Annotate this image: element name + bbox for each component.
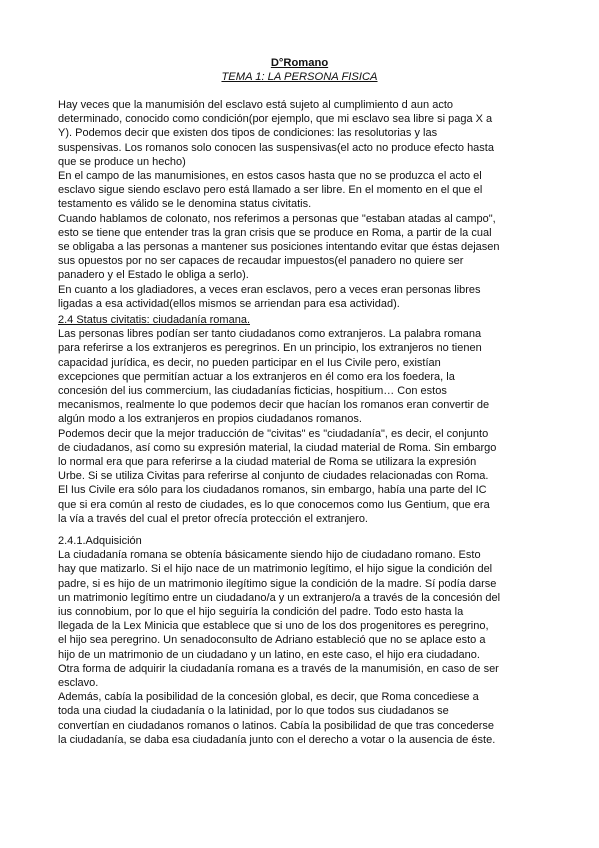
text-line: convertían en ciudadanos romanos o latinos. Cabía la posibilidad de que tras concederse [58, 719, 494, 732]
section-2-4 [58, 313, 548, 526]
text-line: Las personas libres podían ser tanto ciudadanos como extranjeros. La palabra romana [58, 328, 482, 341]
text-line: Otra forma de adquirir la ciudadanía romana es a través de la manumisión, en caso de ser [58, 662, 499, 675]
text-line: mecanismos, realmente lo que podemos decir que hacían los romanos eran convertir de [58, 399, 490, 412]
text-line: la vía a través del cual el pretor ofrecía protección el extranjero. [58, 512, 368, 525]
text-line: el hijo sea peregrino. Un senadoconsulto de Adriano estableció que no se aplace esto a [58, 634, 486, 647]
text-line: lo normal era que para referirse a la ciudad material de Roma se utilizara la expresión [58, 456, 477, 469]
text-line: panadero y el Estado le obliga a serlo). [58, 269, 249, 282]
text-line: esclavo. [58, 677, 99, 690]
text-line: toda una ciudad la ciudadanía o la latinidad, por lo que todos sus ciudadanos se [58, 705, 449, 718]
text-line: Además, cabía la posibilidad de la concesión global, es decir, que Roma concediese a [58, 691, 479, 704]
text-line: Hay veces que la manumisión del esclavo está sujeto al cumplimiento d aun acto [58, 99, 453, 111]
section-heading: 2.4 Status civitatis: ciudadanía romana. [58, 314, 250, 326]
text-line: En cuanto a los gladiadores, a veces eran esclavos, pero a veces eran personas libres [58, 283, 481, 296]
text-line: llegada de la Lex Minicia que establece que si uno de los dos progenitores es peregrino, [58, 620, 489, 633]
text-line: Cuando hablamos de colonato, nos referimos a personas que "estaban atadas al campo", [58, 212, 496, 225]
text-line: de ciudadanos, así como su expresión material, la ciudad material de Roma. Sin embargo [58, 441, 497, 454]
text-line: ius connobium, por lo que el hijo seguiría la condición del padre. Todo esto hasta la [58, 606, 464, 619]
section-body [58, 548, 548, 747]
document-subtitle: TEMA 1: LA PERSONA FISICA [221, 71, 378, 83]
paragraph-block-manumision [58, 98, 548, 311]
text-line: para referirse a los extranjeros es peregrinos. En un principio, los extranjeros no tienen [58, 342, 482, 355]
text-line: un matrimonio legítimo entre un ciudadano/a y un extranjero/a a través de la concesión del [58, 591, 501, 604]
text-line: que se produce un hecho) [58, 155, 186, 168]
section-heading: 2.4.1.Adquisición [58, 535, 142, 547]
text-line: esclavo sigue siendo esclavo pero está llamado a ser libre. En el momento en el que el [58, 184, 483, 197]
section-2-4-1 [58, 534, 548, 747]
text-line: la ciudadanía, se daba esa ciudadanía junto con el derecho a votar o la ausencia de éste. [58, 733, 496, 746]
text-line: determinado, conocido como condición(por ejemplo, que mi esclavo sea libre si paga X a [58, 113, 493, 126]
text-line: La ciudadanía romana se obtenía básicamente siendo hijo de ciudadano romano. Esto [58, 549, 481, 562]
text-line: se obligaba a las personas a mantener sus posiciones intentando evitar que éstas dejasen [58, 241, 500, 254]
text-line: padre, si es hijo de un matrimonio ilegítimo sigue la condición de la madre. Sí podía darse [58, 577, 497, 590]
text-line: algún modo a los extranjeros en propios ciudadanos romanos. [58, 413, 362, 426]
text-line: hijo de un matrimonio de un ciudadano y un latino, en este caso, el hijo era ciudadano. [58, 648, 480, 661]
text-line: El Ius Civile era sólo para los ciudadanos romanos, sin embargo, había una parte del IC [58, 484, 487, 497]
text-line: Urbe. Si se utiliza Civitas para referirse al conjunto de ciudades relacionadas con Roma. [58, 470, 489, 483]
text-line: ligadas a esa actividad(ellos mismos se arriendan para esa actividad). [58, 297, 400, 310]
text-line: En el campo de las manumisiones, en estos casos hasta que no se produzca el acto el [58, 170, 482, 183]
text-line: capacidad jurídica, es decir, no pueden participar en el Ius Civile pero, existían [58, 356, 441, 369]
text-line: Podemos decir que la mejor traducción de "civitas" es "ciudadanía", es decir, el conjunto [58, 427, 489, 440]
text-line: suspensivas. Los romanos solo conocen las suspensivas(el acto no produce efecto hasta [58, 141, 494, 154]
text-line: excepciones que permitían actuar a los extranjeros en él como era los foedera, la [58, 370, 455, 383]
text-line: que si era común al resto de ciudades, es lo que conocemos como Ius Gentium, que era [58, 498, 490, 511]
text-line: concesión del ius commercium, las ciudadanías ficticias, hospitium… Con estos [58, 385, 447, 398]
text-line: esto se tiene que entender tras la gran crisis que se produce en Roma, a partir de la cual [58, 226, 492, 239]
text-line: hay que matizarlo. Si el hijo nace de un matrimonio legítimo, el hijo sigue la condición del [58, 563, 493, 576]
text-line: Y). Podemos decir que existen dos tipos de condiciones: las resolutorias y las [58, 127, 438, 140]
document-title: D°Romano [270, 57, 329, 69]
text-line: sus opuestos por no ser capaces de recaudar impuestos(el panadero no quiere ser [58, 255, 464, 268]
text-line: testamento es válido se le denomina status civitatis. [58, 198, 312, 211]
section-body [58, 327, 548, 526]
